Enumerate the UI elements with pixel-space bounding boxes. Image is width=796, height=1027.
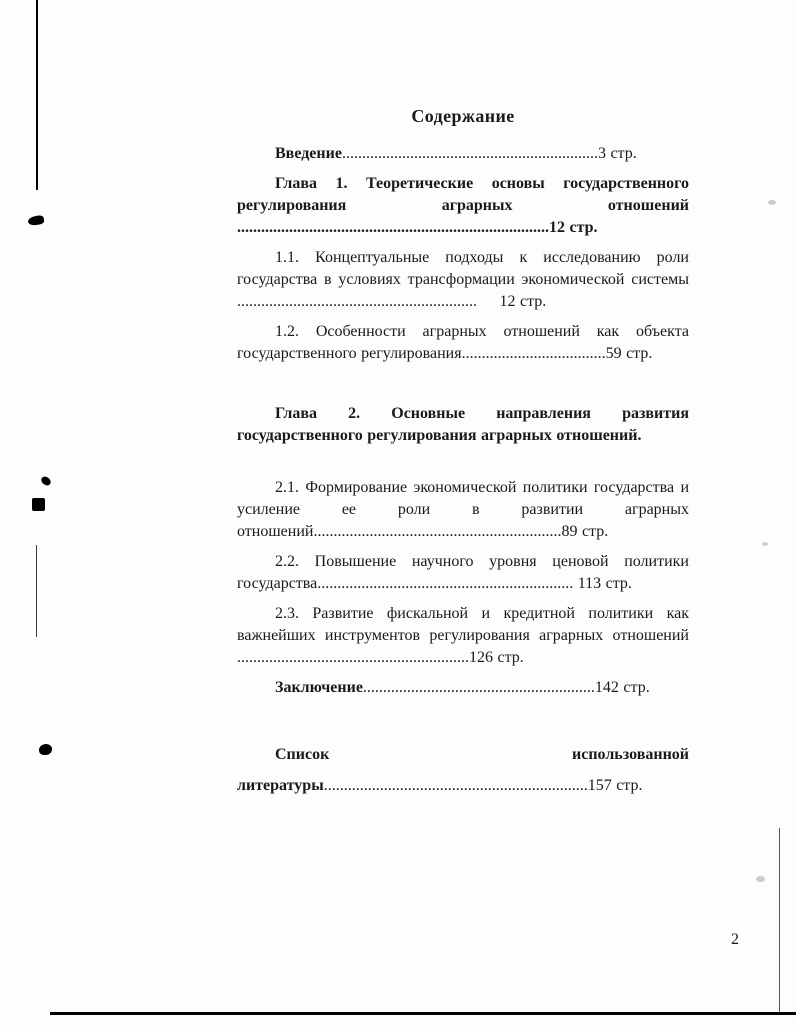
toc-entry-introduction <box>237 143 689 165</box>
toc-entry-section-2-1 <box>237 477 689 543</box>
toc-entry-section-1-1 <box>237 247 689 313</box>
toc-entry-text: Глава 2. Основные направления развития государственного регулирования аграрных отношений. <box>237 405 689 444</box>
toc-entry-label: Введение <box>275 145 342 162</box>
toc-entry-chapter-1 <box>237 173 689 239</box>
scan-artifact-left-line <box>36 0 38 190</box>
toc-entry-section-2-2 <box>237 551 689 595</box>
toc-entry-chapter-2 <box>237 403 689 447</box>
scan-artifact-left-line-2 <box>36 545 37 637</box>
toc-entry-leader: ................................................................3 стр. <box>341 145 637 162</box>
page-title: Содержание <box>411 106 515 126</box>
table-of-contents <box>237 106 689 809</box>
scan-artifact-blob <box>40 476 52 487</box>
toc-entry-text: 1.2. Особенности аграрных отношений как объекта государственного регулирования....................................59 стр. <box>237 323 689 362</box>
toc-entry-label: Заключение <box>275 679 363 696</box>
scan-artifact-blob <box>27 215 44 227</box>
page-number: 2 <box>731 931 739 948</box>
toc-entry-label-2: литературы <box>237 777 324 794</box>
scan-artifact-right-line <box>779 828 780 1014</box>
toc-entry-leader: ..........................................................142 стр. <box>362 679 650 696</box>
toc-entry-text: 1.1. Концептуальные подходы к исследованию роли государства в условиях трансформации экономической системы ............................................................ 12 стр. <box>237 249 689 310</box>
toc-entry-text: 2.3. Развитие фискальной и кредитной политики как важнейших инструментов регулирования аграрных отношений ..........................................................126 стр. <box>237 605 689 666</box>
scan-artifact-smudge <box>756 876 765 882</box>
scan-artifact-smudge <box>768 200 776 205</box>
scan-artifact-blob <box>39 744 52 755</box>
toc-entry-bibliography <box>237 739 689 801</box>
toc-entry-conclusion <box>237 677 689 699</box>
toc-entry-text: 2.2. Повышение научного уровня ценовой политики государства................................................................ 113 стр. <box>237 553 689 592</box>
toc-entry-text: 2.1. Формирование экономической политики государства и усиление ее роли в развитии аграрных отношений..............................................................89 стр. <box>237 479 689 540</box>
toc-entry-leader: ..................................................................157 стр. <box>323 777 643 794</box>
scan-artifact-smudge <box>762 542 768 546</box>
toc-entry-section-1-2 <box>237 321 689 365</box>
toc-entry-section-2-3 <box>237 603 689 669</box>
scan-artifact-bottom-edge <box>50 1012 796 1015</box>
toc-entry-label: Список использованной <box>275 746 689 763</box>
scan-artifact-blob <box>32 498 45 511</box>
toc-entry-text: Глава 1. Теоретические основы государственного регулирования аграрных отношений ..............................................................................12 стр. <box>237 175 689 236</box>
